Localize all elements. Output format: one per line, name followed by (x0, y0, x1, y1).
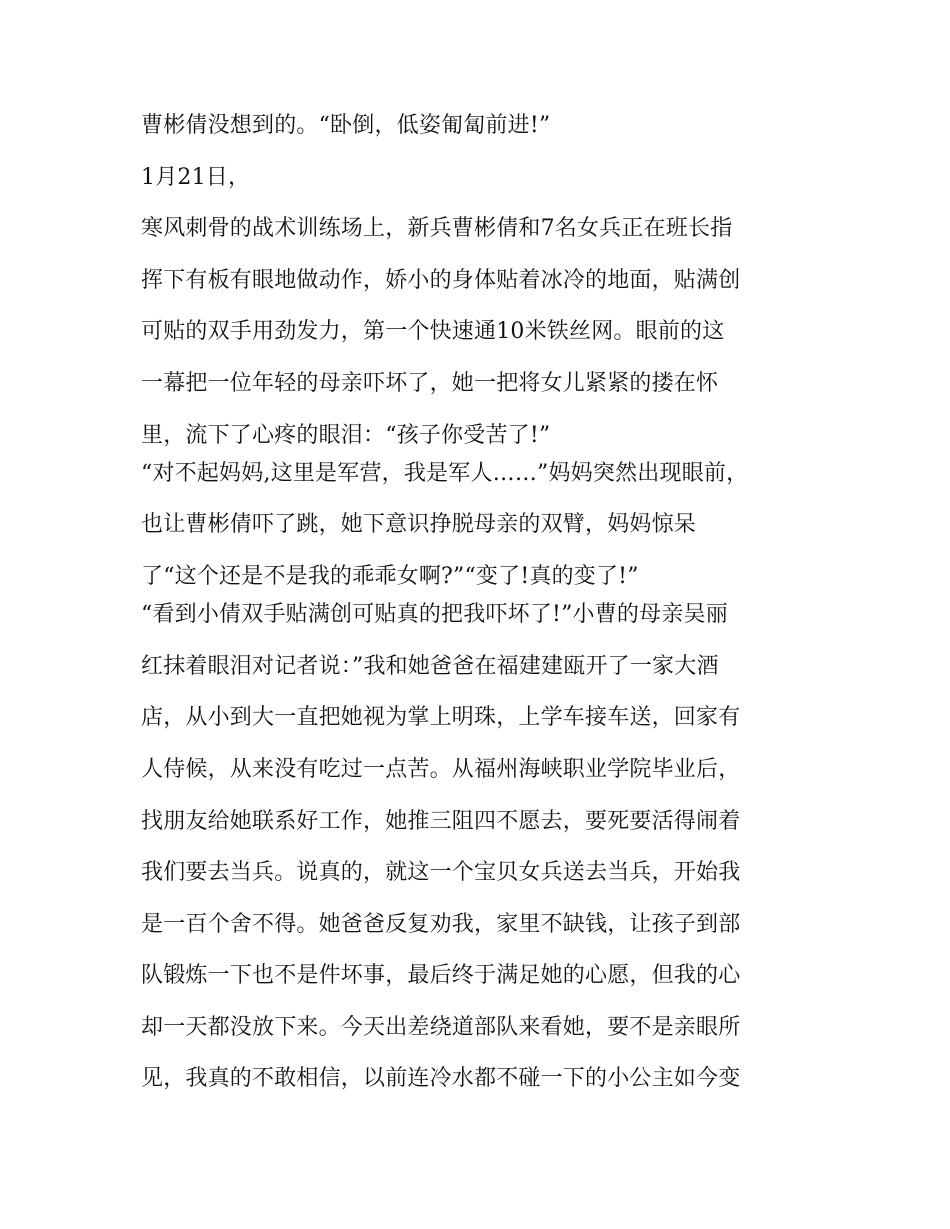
text-line: 我们要去当兵。说真的，就这一个宝贝女兵送去当兵，开始我 (141, 860, 741, 886)
text-line: 队锻炼一下也不是件坏事，最后终于满足她的心愿，但我的心 (141, 963, 741, 989)
text-line: 找朋友给她联系好工作，她推三阻四不愿去，要死要活得闹着 (141, 808, 741, 834)
text-line: 是一百个舍不得。她爸爸反复劝我，家里不缺钱，让孩子到部 (141, 911, 741, 937)
text-line: 了“这个还是不是我的乖乖女啊?”“变了!真的变了!” (141, 563, 639, 589)
text-line: 曹彬倩没想到的。“卧倒，低姿匍匐前进!” (141, 113, 551, 138)
text-line: “看到小倩双手贴满创可贴真的把我吓坏了!”小曹的母亲吴丽 (141, 602, 728, 628)
text-line: 可贴的双手用劲发力，第一个快速通10米铁丝网。眼前的这 (141, 319, 725, 345)
text-line: 却一天都没放下来。今天出差绕道部队来看她，要不是亲眼所 (141, 1014, 741, 1040)
text-line: 寒风刺骨的战术训练场上，新兵曹彬倩和7名女兵正在班长指 (141, 216, 733, 242)
text-line-date: 1月21日， (141, 164, 251, 190)
text-line: 一幕把一位年轻的母亲吓坏了，她一把将女儿紧紧的搂在怀 (141, 370, 719, 396)
text-line: 店，从小到大一直把她视为掌上明珠，上学车接车送，回家有 (141, 705, 741, 731)
article-body (141, 110, 841, 1115)
text-line: 里，流下了心疼的眼泪：“孩子你受苦了!” (141, 422, 551, 448)
text-line: 红抹着眼泪对记者说：”我和她爸爸在福建建瓯开了一家大酒 (141, 653, 719, 679)
text-line: “对不起妈妈,这里是军营，我是军人……”妈妈突然出现眼前， (141, 460, 749, 486)
text-line: 挥下有板有眼地做动作，娇小的身体贴着冰冷的地面，贴满创 (141, 267, 741, 293)
text-line: 人侍候，从来没有吃过一点苦。从福州海峡职业学院毕业后， (141, 756, 741, 782)
text-line: 也让曹彬倩吓了跳，她下意识挣脱母亲的双臂，妈妈惊呆 (141, 512, 697, 538)
text-line: 见，我真的不敢相信，以前连冷水都不碰一下的小公主如今变 (141, 1066, 741, 1092)
